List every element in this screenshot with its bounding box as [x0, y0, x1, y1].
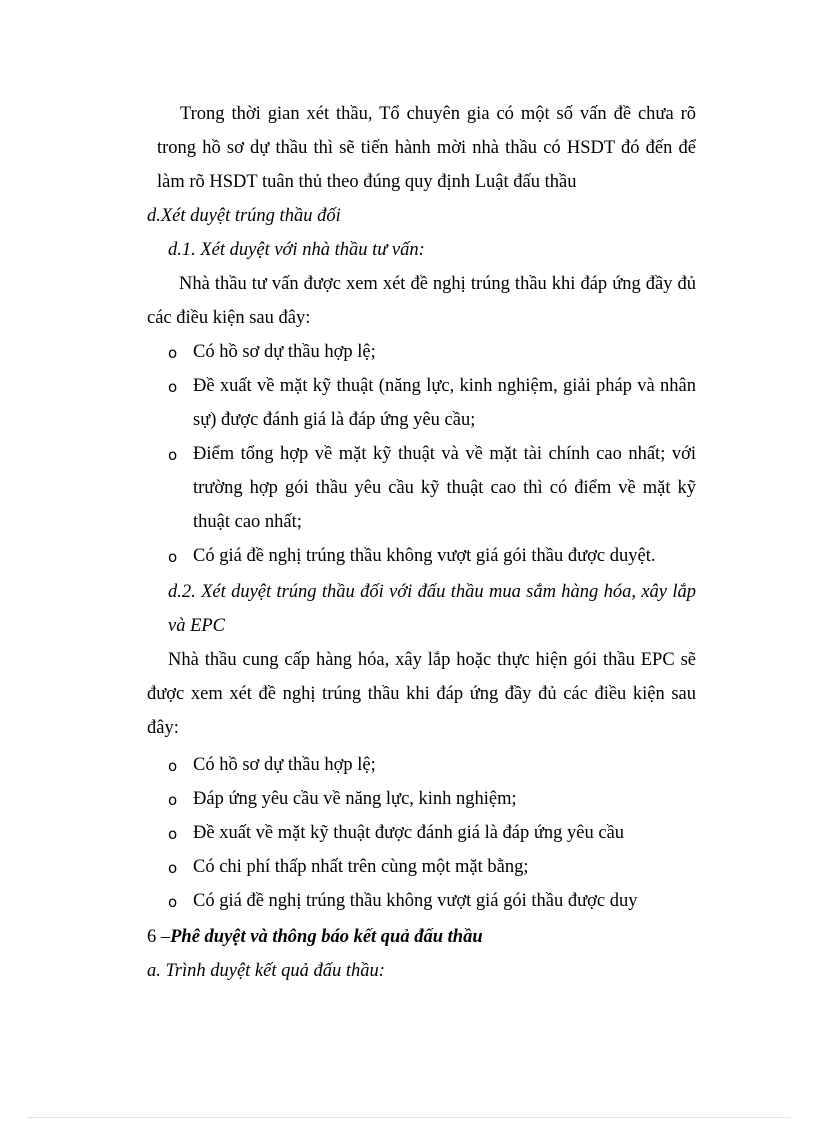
- bullet-icon: o: [168, 791, 178, 809]
- d1-item-2-line-2: sự) được đánh giá là đáp ứng yêu cầu;: [193, 410, 476, 430]
- d1-item-1: Có hồ sơ dự thầu hợp lệ;: [193, 342, 376, 362]
- d2-item-4: Có chi phí thấp nhất trên cùng một mặt bằng;: [193, 857, 529, 877]
- bullet-icon: o: [168, 859, 178, 877]
- bullet-icon: o: [168, 825, 178, 843]
- heading-d2-line-2: và EPC: [168, 616, 226, 636]
- intro-line-3: làm rõ HSDT tuân thủ theo đúng quy định Luật đấu thầu: [157, 172, 577, 192]
- bullet-icon: o: [168, 893, 178, 911]
- bullet-icon: o: [168, 378, 178, 396]
- d1-item-3-line-1: Điểm tổng hợp về mặt kỹ thuật và về mặt tài chính cao nhất; với: [193, 444, 696, 464]
- heading-d1: d.1. Xét duyệt với nhà thầu tư vấn:: [168, 240, 425, 260]
- bullet-icon: o: [168, 446, 178, 464]
- section-6-heading: [147, 925, 483, 949]
- bullet-icon: o: [168, 344, 178, 362]
- page-footer-divider: [28, 1117, 790, 1118]
- d1-para-line-2: các điều kiện sau đây:: [147, 308, 311, 328]
- d2-item-3: Đề xuất về mặt kỹ thuật được đánh giá là đáp ứng yêu cầu: [193, 823, 625, 843]
- d2-para-line-2: được xem xét đề nghị trúng thầu khi đáp ứng đầy đủ các điều kiện sau: [147, 684, 696, 704]
- d2-item-5: Có giá đề nghị trúng thầu không vượt giá gói thầu được duy: [193, 891, 638, 911]
- d2-para-line-1: Nhà thầu cung cấp hàng hóa, xây lắp hoặc thực hiện gói thầu EPC sẽ: [168, 650, 696, 670]
- heading-d2-line-1: d.2. Xét duyệt trúng thầu đối với đấu thầu mua sắm hàng hóa, xây lắp: [168, 582, 696, 602]
- heading-d: d.Xét duyệt trúng thầu đối: [147, 206, 341, 226]
- d1-item-4: Có giá đề nghị trúng thầu không vượt giá gói thầu được duyệt.: [193, 546, 656, 566]
- d1-para-line-1: Nhà thầu tư vấn được xem xét đề nghị trúng thầu khi đáp ứng đầy đủ: [179, 274, 696, 294]
- heading-a: a. Trình duyệt kết quả đấu thầu:: [147, 961, 385, 981]
- section-6-number: 6 –: [147, 927, 171, 947]
- d1-item-2-line-1: Đề xuất về mặt kỹ thuật (năng lực, kinh nghiệm, giải pháp và nhân: [193, 376, 696, 396]
- d1-item-3-line-2: trường hợp gói thầu yêu cầu kỹ thuật cao thì có điểm về mặt kỹ: [193, 478, 696, 498]
- d2-para-line-3: đây:: [147, 718, 179, 738]
- bullet-icon: o: [168, 757, 178, 775]
- bullet-icon: o: [168, 548, 178, 566]
- d2-item-1: Có hồ sơ dự thầu hợp lệ;: [193, 755, 376, 775]
- intro-line-2: trong hồ sơ dự thầu thì sẽ tiến hành mời nhà thầu có HSDT đó đến để: [157, 138, 696, 158]
- intro-line-1: Trong thời gian xét thầu, Tổ chuyên gia có một số vấn đề chưa rõ: [180, 104, 696, 124]
- d2-item-2: Đáp ứng yêu cầu về năng lực, kinh nghiệm;: [193, 789, 517, 809]
- d1-item-3-line-3: thuật cao nhất;: [193, 512, 302, 532]
- section-6-title: Phê duyệt và thông báo kết quả đấu thầu: [170, 927, 483, 947]
